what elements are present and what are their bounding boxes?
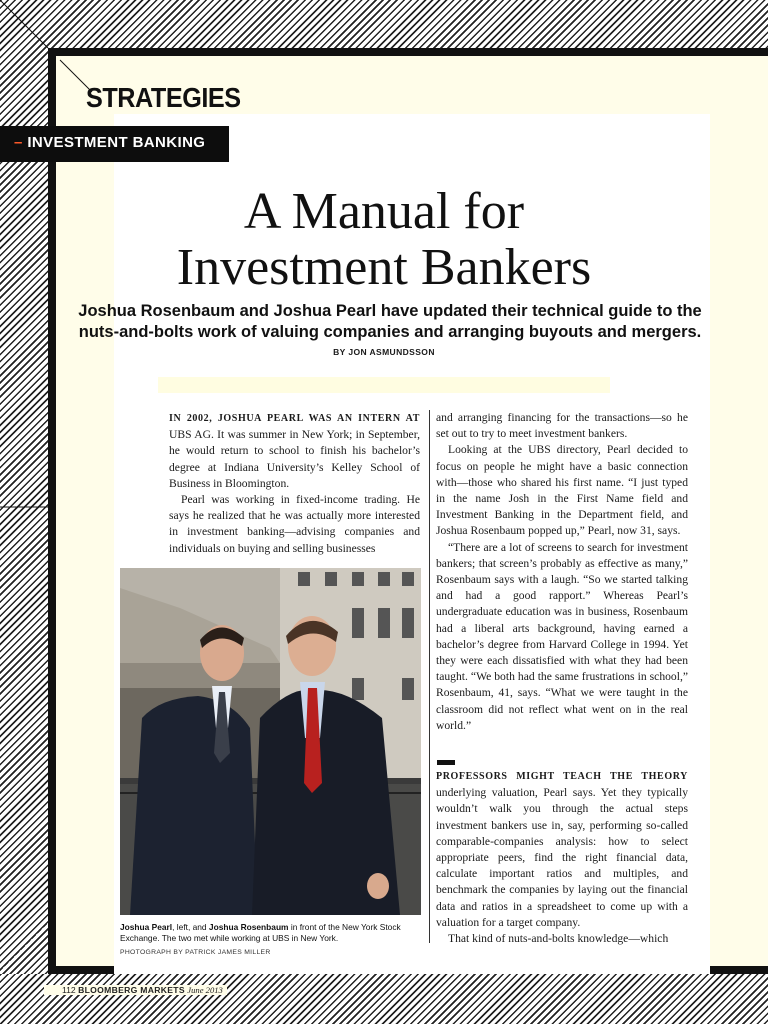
lead-in-2: PROFESSORS MIGHT TEACH THE THEORY bbox=[436, 771, 688, 782]
section-break-dash bbox=[437, 760, 455, 765]
kicker-label bbox=[0, 126, 229, 162]
window bbox=[402, 608, 414, 638]
caption-name-1: Joshua Pearl bbox=[120, 922, 173, 932]
portrait-photo bbox=[120, 568, 421, 915]
paragraph-1 bbox=[169, 410, 420, 492]
magazine-name: BLOOMBERG MARKETS bbox=[78, 985, 185, 995]
paragraph-6 bbox=[436, 768, 688, 931]
caption-text-1: , left, and bbox=[172, 922, 209, 932]
section-title: STRATEGIES bbox=[86, 82, 241, 113]
paragraph-1-text: UBS AG. It was summer in New York; in September, he would return to school to finish his bachelor’s degree at Indiana University’s Kelley School of Business in Bloomington. bbox=[169, 428, 420, 490]
hatch-bottom-band bbox=[0, 974, 768, 1024]
column-1-top bbox=[169, 410, 420, 557]
window bbox=[352, 608, 364, 638]
headline-line-2: Investment Bankers bbox=[176, 239, 592, 296]
paragraph-5: “There are a lot of screens to search for investment bankers; that screen’s probably as effective as many,” Rosenbaum says with a laugh. “So we started talking and had a good rapport.” Whereas Pearl’s undergraduate education was in business, Rosenbaum had a liberal arts background, having earned a bachelor’s degree from Harvard College in 1994. Yet they were each dissatisfied with what they had been taught. “We both had the same frustrations in school,” Rosenbaum, 41, says. “What we were taught in the classroom did not reflect what went on in the real world.” bbox=[436, 540, 688, 732]
corner-lines bbox=[0, 0, 100, 110]
paragraph-3: and arranging financing for the transactions—so he set out to try to meet investment bankers. bbox=[436, 411, 688, 441]
lead-in-1: IN 2002, JOSHUA PEARL WAS AN INTERN AT bbox=[169, 413, 420, 424]
person-left-suit bbox=[130, 696, 258, 915]
issue-date: June 2013 bbox=[187, 985, 223, 995]
column-2-top bbox=[436, 410, 688, 734]
decorative-bar bbox=[158, 377, 610, 393]
caption-name-2: Joshua Rosenbaum bbox=[208, 922, 289, 932]
photo-caption bbox=[120, 922, 420, 944]
kicker-text: INVESTMENT BANKING bbox=[27, 134, 206, 151]
paragraph-4: Looking at the UBS directory, Pearl decided to focus on people he might have a basic connection with—those who shared his first name. “I just typed in the name Josh in the First Name field and Investment Banking in the Department field, and Joshua Rosenbaum popped up,” Pearl, now 31, says. bbox=[436, 443, 688, 538]
window bbox=[402, 572, 414, 586]
window bbox=[402, 678, 414, 700]
kicker-dash: – bbox=[14, 134, 23, 151]
window bbox=[378, 572, 390, 586]
page-number: 112 bbox=[62, 985, 76, 995]
article-deck: Joshua Rosenbaum and Joshua Pearl have updated their technical guide to the nuts-and-bolts work of valuing companies and arranging buyouts and mergers. bbox=[78, 302, 702, 341]
window bbox=[352, 678, 364, 700]
hatch-top-band bbox=[0, 0, 768, 48]
page-folio bbox=[44, 985, 227, 995]
caption-text-2: in front of the New York Stock Exchange. The two met while working at UBS in New York. bbox=[120, 922, 401, 943]
paragraph-6-text: underlying valuation, Pearl says. Yet they typically wouldn’t walk you through the actual steps investment bankers use in, say, performing so-called comparable-companies analysis: how to select appropriate peers, find the right financial data, calculate important ratios and multiples, and benchmark the companies by laying out the financial data and ratios in a spreadsheet to come up with a valuation for a target company. bbox=[436, 786, 688, 929]
paragraph-2: Pearl was working in fixed-income trading. He says he realized that he was actually more interested in investment banking—advising companies and individuals on buying and selling businesses bbox=[169, 493, 420, 555]
left-margin-line bbox=[0, 505, 48, 509]
photo-credit: PHOTOGRAPH BY PATRICK JAMES MILLER bbox=[120, 949, 271, 956]
column-2-bottom bbox=[436, 768, 688, 947]
byline: BY JON ASMUNDSSON bbox=[333, 347, 435, 357]
window bbox=[298, 572, 310, 586]
window bbox=[378, 608, 390, 638]
paragraph-7: That kind of nuts-and-bolts knowledge—which bbox=[448, 932, 669, 946]
window bbox=[325, 572, 337, 586]
headline-line-1: A Manual for bbox=[243, 183, 525, 240]
window bbox=[352, 572, 364, 586]
column-rule bbox=[429, 410, 430, 943]
